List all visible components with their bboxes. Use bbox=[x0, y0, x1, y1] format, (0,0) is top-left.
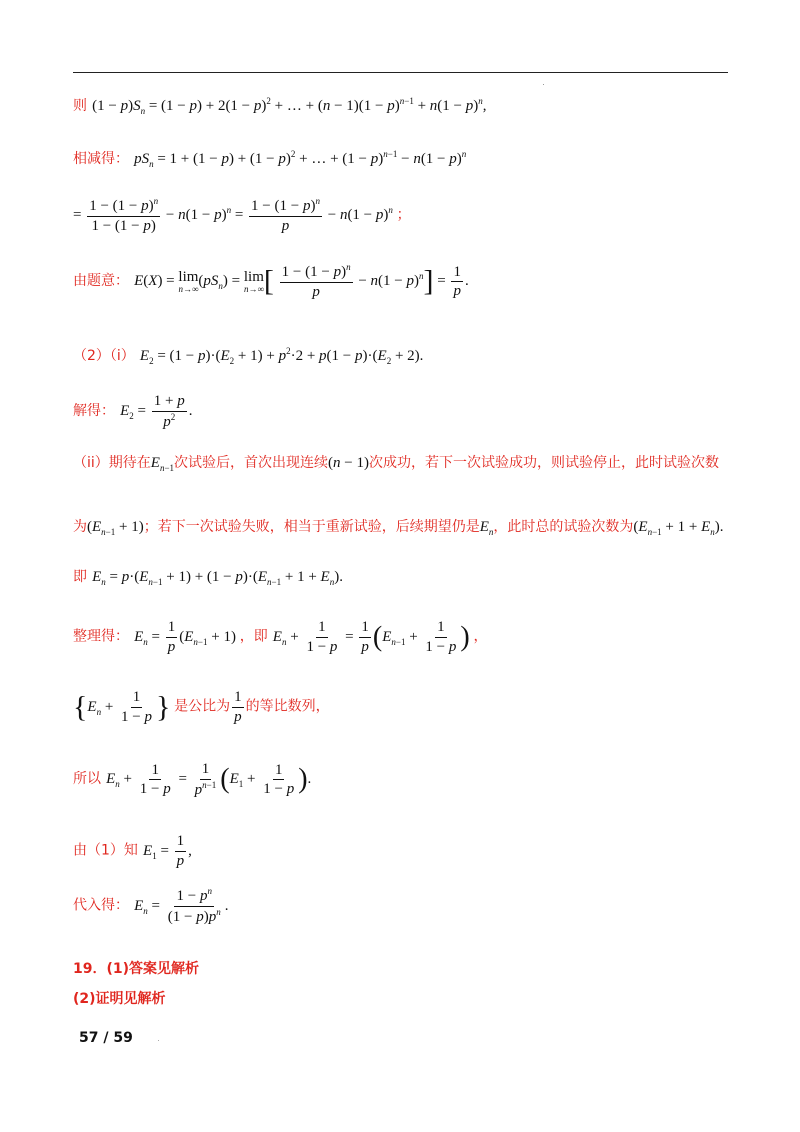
label-suoyi: 所以 bbox=[73, 771, 101, 788]
label-zhengli: 整理得： bbox=[73, 628, 129, 645]
formula-10b: $E_n$ + $\frac{1}{1 - p}$ = $\frac{1}{p}$ ($E_{n-1}$ + $\frac{1}{1 - p}$ ) bbox=[272, 619, 470, 655]
label-wei: 为 bbox=[73, 519, 87, 535]
label-line2-c: ，此时总的试验次数为 bbox=[493, 519, 634, 535]
label-part2i: （2）（i） bbox=[73, 348, 135, 364]
eq-line-4 bbox=[73, 262, 469, 302]
eq-line-6 bbox=[73, 392, 192, 432]
eq-line-7: （ii）期待在$E_{n-1}$次试验后，首次出现连续(n − 1)次成功，若下一次试验成功，则试验停止，此时试验次数 bbox=[73, 455, 719, 473]
page-current: 57 bbox=[79, 1030, 99, 1046]
page-number bbox=[79, 1030, 133, 1046]
formula-4: E(X) = lim n→∞ $(pS_n)$ = lim n→∞ [ $\frac{1 - (1 - p)^n}{p}$ − $n(1 - p)^n$] = $\frac{1}{p}$ . bbox=[134, 262, 469, 300]
eq-line-14 bbox=[73, 886, 228, 927]
label-xiangjian: 相减得： bbox=[73, 151, 129, 167]
formula-5: $E_2 = (1 - p)\cdot(E_2 + 1) + p^2\cdot 2 + p(1 - p)\cdot(E_2 + 2)$ bbox=[139, 346, 420, 366]
label-jiede: 解得： bbox=[73, 403, 115, 420]
eq-line-5: （2）（i） $E_2 = (1 - p)\cdot(E_2 + 1) + p^2\cdot 2 + p(1 - p)\cdot(E_2 + 2)$. bbox=[73, 346, 424, 366]
label-youtiyi: 由题意： bbox=[73, 273, 129, 290]
label-comma: ， bbox=[473, 628, 488, 645]
label-ji: 即 bbox=[73, 569, 87, 585]
formula-1: $(1 - p)S_n = (1 - p) + 2(1 - p)^2$ + … + $(n - 1)(1 - p)^{n-1} + n(1 - p)^n$ bbox=[92, 96, 483, 116]
formula-9: $E_n = p\cdot(E_{n-1} + 1) + (1 - p)\cdot(E_{n-1} + 1 + E_n)$. bbox=[92, 569, 343, 587]
formula-2: $pS_n = 1 + (1 - p) + (1 - p)^2$ + … + $(1 - p)^{n-1} - n(1 - p)^n$ bbox=[134, 149, 467, 169]
eq-line-11: {$E_n$ + $\frac{1}{1 - p}$ } 是公比为 $\frac{1}{p}$ 的等比数列， bbox=[73, 689, 330, 725]
eq-line-1: 则 $(1 - p)S_n = (1 - p) + 2(1 - p)^2$ + … + $(n - 1)(1 - p)^{n-1} + n(1 - p)^n$, bbox=[73, 96, 487, 116]
label-part-ii-a: （ii）期待在 bbox=[73, 455, 151, 471]
eq-line-8: 为$(E_{n-1} + 1)$；若下一次试验失败，相当于重新试验，后续期望仍是$E_n$，此时总的试验次数为$(E_{n-1} + 1 + E_n)$. bbox=[73, 519, 724, 537]
label-dengbi: 的等比数列， bbox=[245, 698, 330, 715]
eq-line-9 bbox=[73, 566, 343, 587]
header-rule bbox=[73, 72, 728, 73]
formula-13: $E_1$ = $\frac{1}{p}$ , bbox=[143, 833, 192, 869]
label-ji2: ，即 bbox=[239, 628, 268, 645]
formula-6: $E_2$ = $\frac{1 + p}{p^2}$ . bbox=[120, 393, 193, 430]
formula-10a: $E_n$ = $\frac{1}{p}$ $(E_{n-1} + 1)$ bbox=[134, 619, 240, 655]
page-sep: / bbox=[103, 1030, 109, 1046]
formula-3: = $\frac{1 - (1 - p)^n}{1 - (1 - p)}$ − $n(1 - p)^n$ = $\frac{1 - (1 - p)^n}{p}$ − $n(1 - p)^n$ bbox=[73, 196, 393, 234]
eq-line-10 bbox=[73, 618, 487, 657]
eq-line-3: = $\frac{1 - (1 - p)^n}{1 - (1 - p)}$ − $n(1 - p)^n$ = $\frac{1 - (1 - p)^n}{p}$ − $n(1 - p)^n$ ； bbox=[73, 196, 411, 234]
formula-11: {$E_n$ + $\frac{1}{1 - p}$ } bbox=[73, 689, 171, 725]
label-you1zhi: 由（1）知 bbox=[73, 842, 138, 859]
label-ze: 则 bbox=[73, 98, 87, 114]
formula-14: $E_n$ = $\frac{1 - p^n}{(1 - p)p^n}$ . bbox=[134, 886, 229, 925]
answer-19-2: (2)证明见解析 bbox=[73, 991, 166, 1007]
formula-12: $E_n$ + $\frac{1}{1 - p}$ = $\frac{1}{p^{n-1}}$ ($E_1$ + $\frac{1}{1 - p}$ ). bbox=[106, 761, 312, 798]
label-gongbi: 是公比为 bbox=[174, 698, 231, 715]
eq-line-13 bbox=[73, 832, 192, 871]
eq-line-2 bbox=[73, 148, 466, 169]
label-line2-b: ；若下一次试验失败，相当于重新试验，后续期望仍是 bbox=[143, 519, 480, 535]
eq-line-12 bbox=[73, 760, 311, 800]
page-total: 59 bbox=[113, 1030, 133, 1046]
label-part-ii-b: 次试验后，首次出现连续 bbox=[174, 455, 329, 471]
footer-dot bbox=[158, 1040, 159, 1041]
header-dot bbox=[543, 84, 544, 85]
label-dairu: 代入得： bbox=[73, 897, 129, 914]
answer-19-1: 19．(1)答案见解析 bbox=[73, 961, 200, 977]
label-part-ii-c: 次成功，若下一次试验成功，则试验停止，此时试验次数 bbox=[369, 455, 719, 471]
